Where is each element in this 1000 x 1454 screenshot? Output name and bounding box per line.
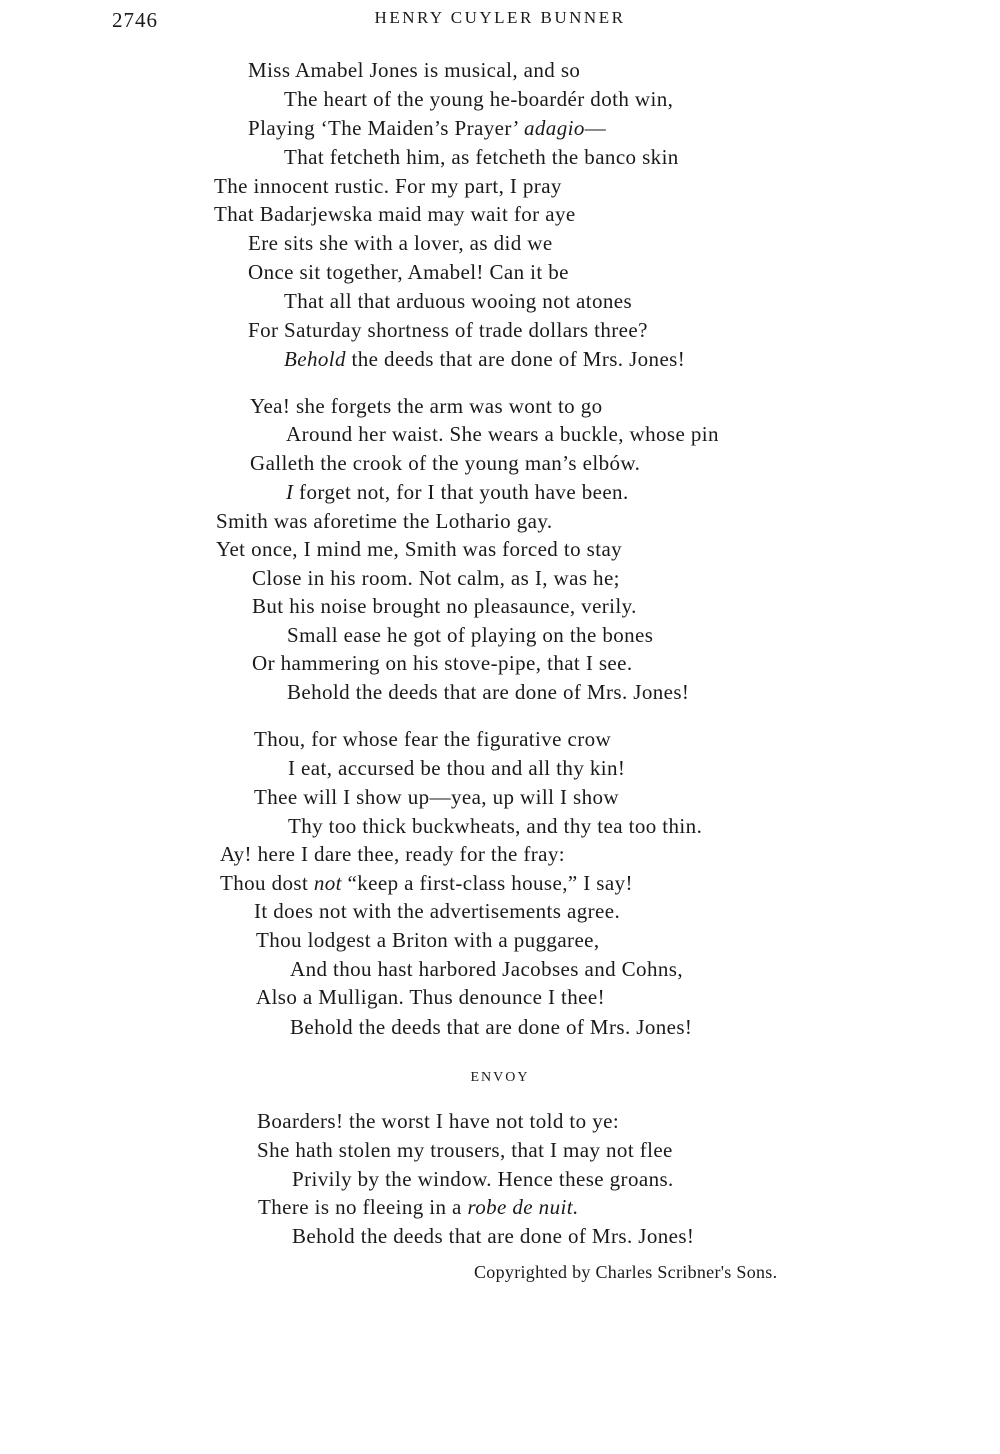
poem-line: That Badarjewska maid may wait for aye — [214, 202, 576, 226]
poem-line: But his noise brought no pleasaunce, verily. — [252, 594, 637, 618]
poem-line: Galleth the crook of the young man’s elbów. — [250, 451, 641, 475]
line-text: Thou dost — [220, 871, 314, 895]
poem-line: Thy too thick buckwheats, and thy tea too thin. — [288, 814, 703, 838]
running-head: HENRY CUYLER BUNNER — [374, 8, 626, 27]
page-number: 2746 — [112, 8, 158, 32]
italic-word: Behold — [284, 347, 346, 371]
poem-line: Or hammering on his stove-pipe, that I see. — [252, 651, 633, 675]
line-text: Playing ‘The Maiden’s Prayer’ — [248, 116, 524, 140]
poem-line: Thou, for whose fear the figurative crow — [254, 727, 612, 751]
line-text: forget not, for I that youth have been. — [293, 480, 629, 504]
poem-line — [248, 114, 606, 142]
italic-word: adagio — [524, 116, 585, 140]
poem-line: Privily by the window. Hence these groans. — [292, 1167, 674, 1191]
poem-line: She hath stolen my trousers, that I may not flee — [257, 1138, 673, 1162]
poem-line — [220, 869, 633, 897]
poem-line: Ay! here I dare thee, ready for the fray: — [220, 842, 566, 866]
poem-line: Close in his room. Not calm, as I, was he; — [252, 566, 620, 590]
line-text: the deeds that are done of Mrs. Jones! — [345, 347, 686, 371]
poem-line: Miss Amabel Jones is musical, and so — [248, 58, 581, 82]
poem-line: Once sit together, Amabel! Can it be — [248, 260, 569, 284]
poem-line — [286, 478, 629, 506]
poem-line: Also a Mulligan. Thus denounce I thee! — [256, 985, 605, 1009]
poem-line: Yea! she forgets the arm was wont to go — [250, 394, 603, 418]
poem-line: I eat, accursed be thou and all thy kin! — [288, 756, 626, 780]
italic-word: I — [286, 480, 294, 504]
line-text: — — [584, 116, 607, 140]
poem-line: The innocent rustic. For my part, I pray — [214, 174, 562, 198]
refrain-line: Behold the deeds that are done of Mrs. Jones! — [287, 680, 690, 704]
envoy-heading: ENVOY — [470, 1070, 530, 1085]
refrain-line: Behold the deeds that are done of Mrs. Jones! — [292, 1224, 695, 1248]
italic-phrase: robe de nuit. — [467, 1195, 579, 1219]
poem-line: And thou hast harbored Jacobses and Cohns, — [290, 957, 683, 981]
poem-line: Around her waist. She wears a buckle, whose pin — [286, 422, 719, 446]
refrain-line: Behold the deeds that are done of Mrs. Jones! — [290, 1015, 693, 1039]
poem-line: Yet once, I mind me, Smith was forced to stay — [216, 537, 623, 561]
poem-line — [258, 1193, 579, 1221]
poem-line: The heart of the young he-boardér doth win, — [284, 87, 674, 111]
poem-line: That fetcheth him, as fetcheth the banco skin — [284, 145, 679, 169]
line-text: “keep a first-class house,” I say! — [341, 871, 633, 895]
poem-line: For Saturday shortness of trade dollars three? — [248, 318, 648, 342]
poem-line: Ere sits she with a lover, as did we — [248, 231, 553, 255]
poem-line: Thee will I show up—yea, up will I show — [254, 785, 619, 809]
copyright-notice: Copyrighted by Charles Scribner's Sons. — [474, 1262, 778, 1282]
poem-line: Small ease he got of playing on the bones — [287, 623, 654, 647]
refrain-line — [284, 345, 685, 373]
poem-line: It does not with the advertisements agree. — [254, 899, 621, 923]
italic-word: not — [313, 871, 342, 895]
line-text: There is no fleeing in a — [258, 1195, 468, 1219]
poem-line: Boarders! the worst I have not told to ye: — [257, 1109, 620, 1133]
poem-line: Smith was aforetime the Lothario gay. — [216, 509, 553, 533]
poem-line: That all that arduous wooing not atones — [284, 289, 633, 313]
poem-line: Thou lodgest a Briton with a puggaree, — [256, 928, 600, 952]
